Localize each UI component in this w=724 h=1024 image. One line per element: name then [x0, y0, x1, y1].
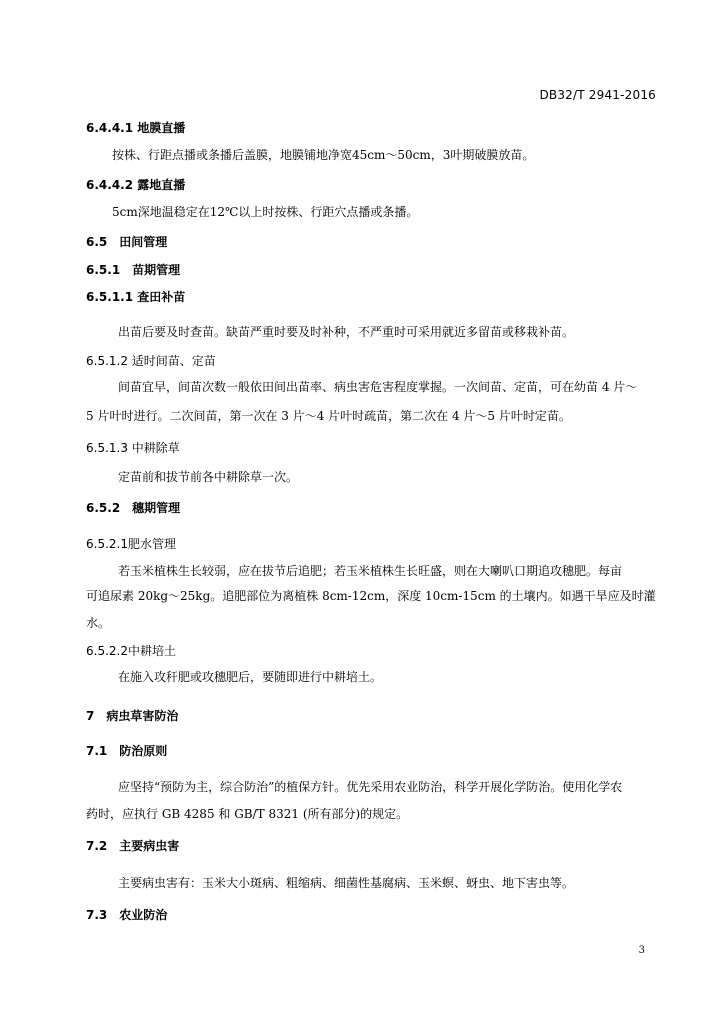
paragraph: 出苗后要及时查苗。缺苗严重时要及时补种，不严重时可采用就近多留苗或移栽补苗。: [118, 325, 575, 339]
heading-7-3: 7.3 农业防治: [86, 908, 168, 922]
paragraph-continued: 水。: [86, 616, 111, 630]
paragraph-continued: 可追尿素 20kg～25kg。追肥部位为离植株 8cm-12cm，深度 10cm-15cm 的土壤内。如遇干旱应及时灌: [86, 589, 656, 603]
heading-6-5-2-1: 6.5.2.1肥水管理: [86, 537, 176, 551]
document-code: DB32/T 2941-2016: [539, 88, 656, 102]
heading-7-2: 7.2 主要病虫害: [86, 839, 180, 853]
paragraph: 在施入攻秆肥或攻穗肥后，要随即进行中耕培土。: [118, 670, 383, 684]
heading-6-5: 6.5 田间管理: [86, 235, 168, 249]
paragraph: 5cm深地温稳定在12℃以上时按株、行距穴点播或条播。: [112, 205, 419, 219]
paragraph-continued: 药时，应执行 GB 4285 和 GB/T 8321 (所有部分)的规定。: [86, 807, 409, 821]
heading-6-5-1-1: 6.5.1.1 查田补苗: [86, 290, 186, 304]
paragraph: 应坚持“预防为主，综合防治”的植保方针。优先采用农业防治，科学开展化学防治。使用化学农: [118, 780, 623, 794]
paragraph: 若玉米植株生长较弱，应在拔节后追肥；若玉米植株生长旺盛，则在大喇叭口期追攻穗肥。每亩: [118, 564, 623, 578]
paragraph: 主要病虫害有：玉米大小斑病、粗缩病、细菌性基腐病、玉米螟、蚜虫、地下害虫等。: [118, 876, 575, 890]
heading-6-5-1-2: 6.5.1.2 适时间苗、定苗: [86, 354, 216, 368]
heading-7-1: 7.1 防治原则: [86, 744, 168, 758]
paragraph: 定苗前和拔节前各中耕除草一次。: [118, 470, 299, 484]
heading-7: 7 病虫草害防治: [86, 709, 179, 723]
heading-6-4-4-1: 6.4.4.1 地膜直播: [86, 121, 186, 135]
heading-6-5-2-2: 6.5.2.2中耕培土: [86, 644, 176, 658]
paragraph: 按株、行距点播或条播后盖膜，地膜铺地净宽45cm～50cm，3叶期破膜放苗。: [112, 148, 535, 162]
page-number: 3: [638, 945, 645, 956]
heading-6-5-1-3: 6.5.1.3 中耕除草: [86, 441, 180, 455]
heading-6-4-4-2: 6.4.4.2 露地直播: [86, 178, 186, 192]
paragraph: 间苗宜早，间苗次数一般依田间出苗率、病虫害危害程度掌握。一次间苗、定苗，可在幼苗 4 片～: [118, 380, 638, 394]
paragraph-continued: 5 片叶时进行。二次间苗，第一次在 3 片～4 片叶时疏苗，第二次在 4 片～5 片叶时定苗。: [86, 409, 571, 423]
heading-6-5-2: 6.5.2 穗期管理: [86, 501, 181, 515]
heading-6-5-1: 6.5.1 苗期管理: [86, 263, 181, 277]
